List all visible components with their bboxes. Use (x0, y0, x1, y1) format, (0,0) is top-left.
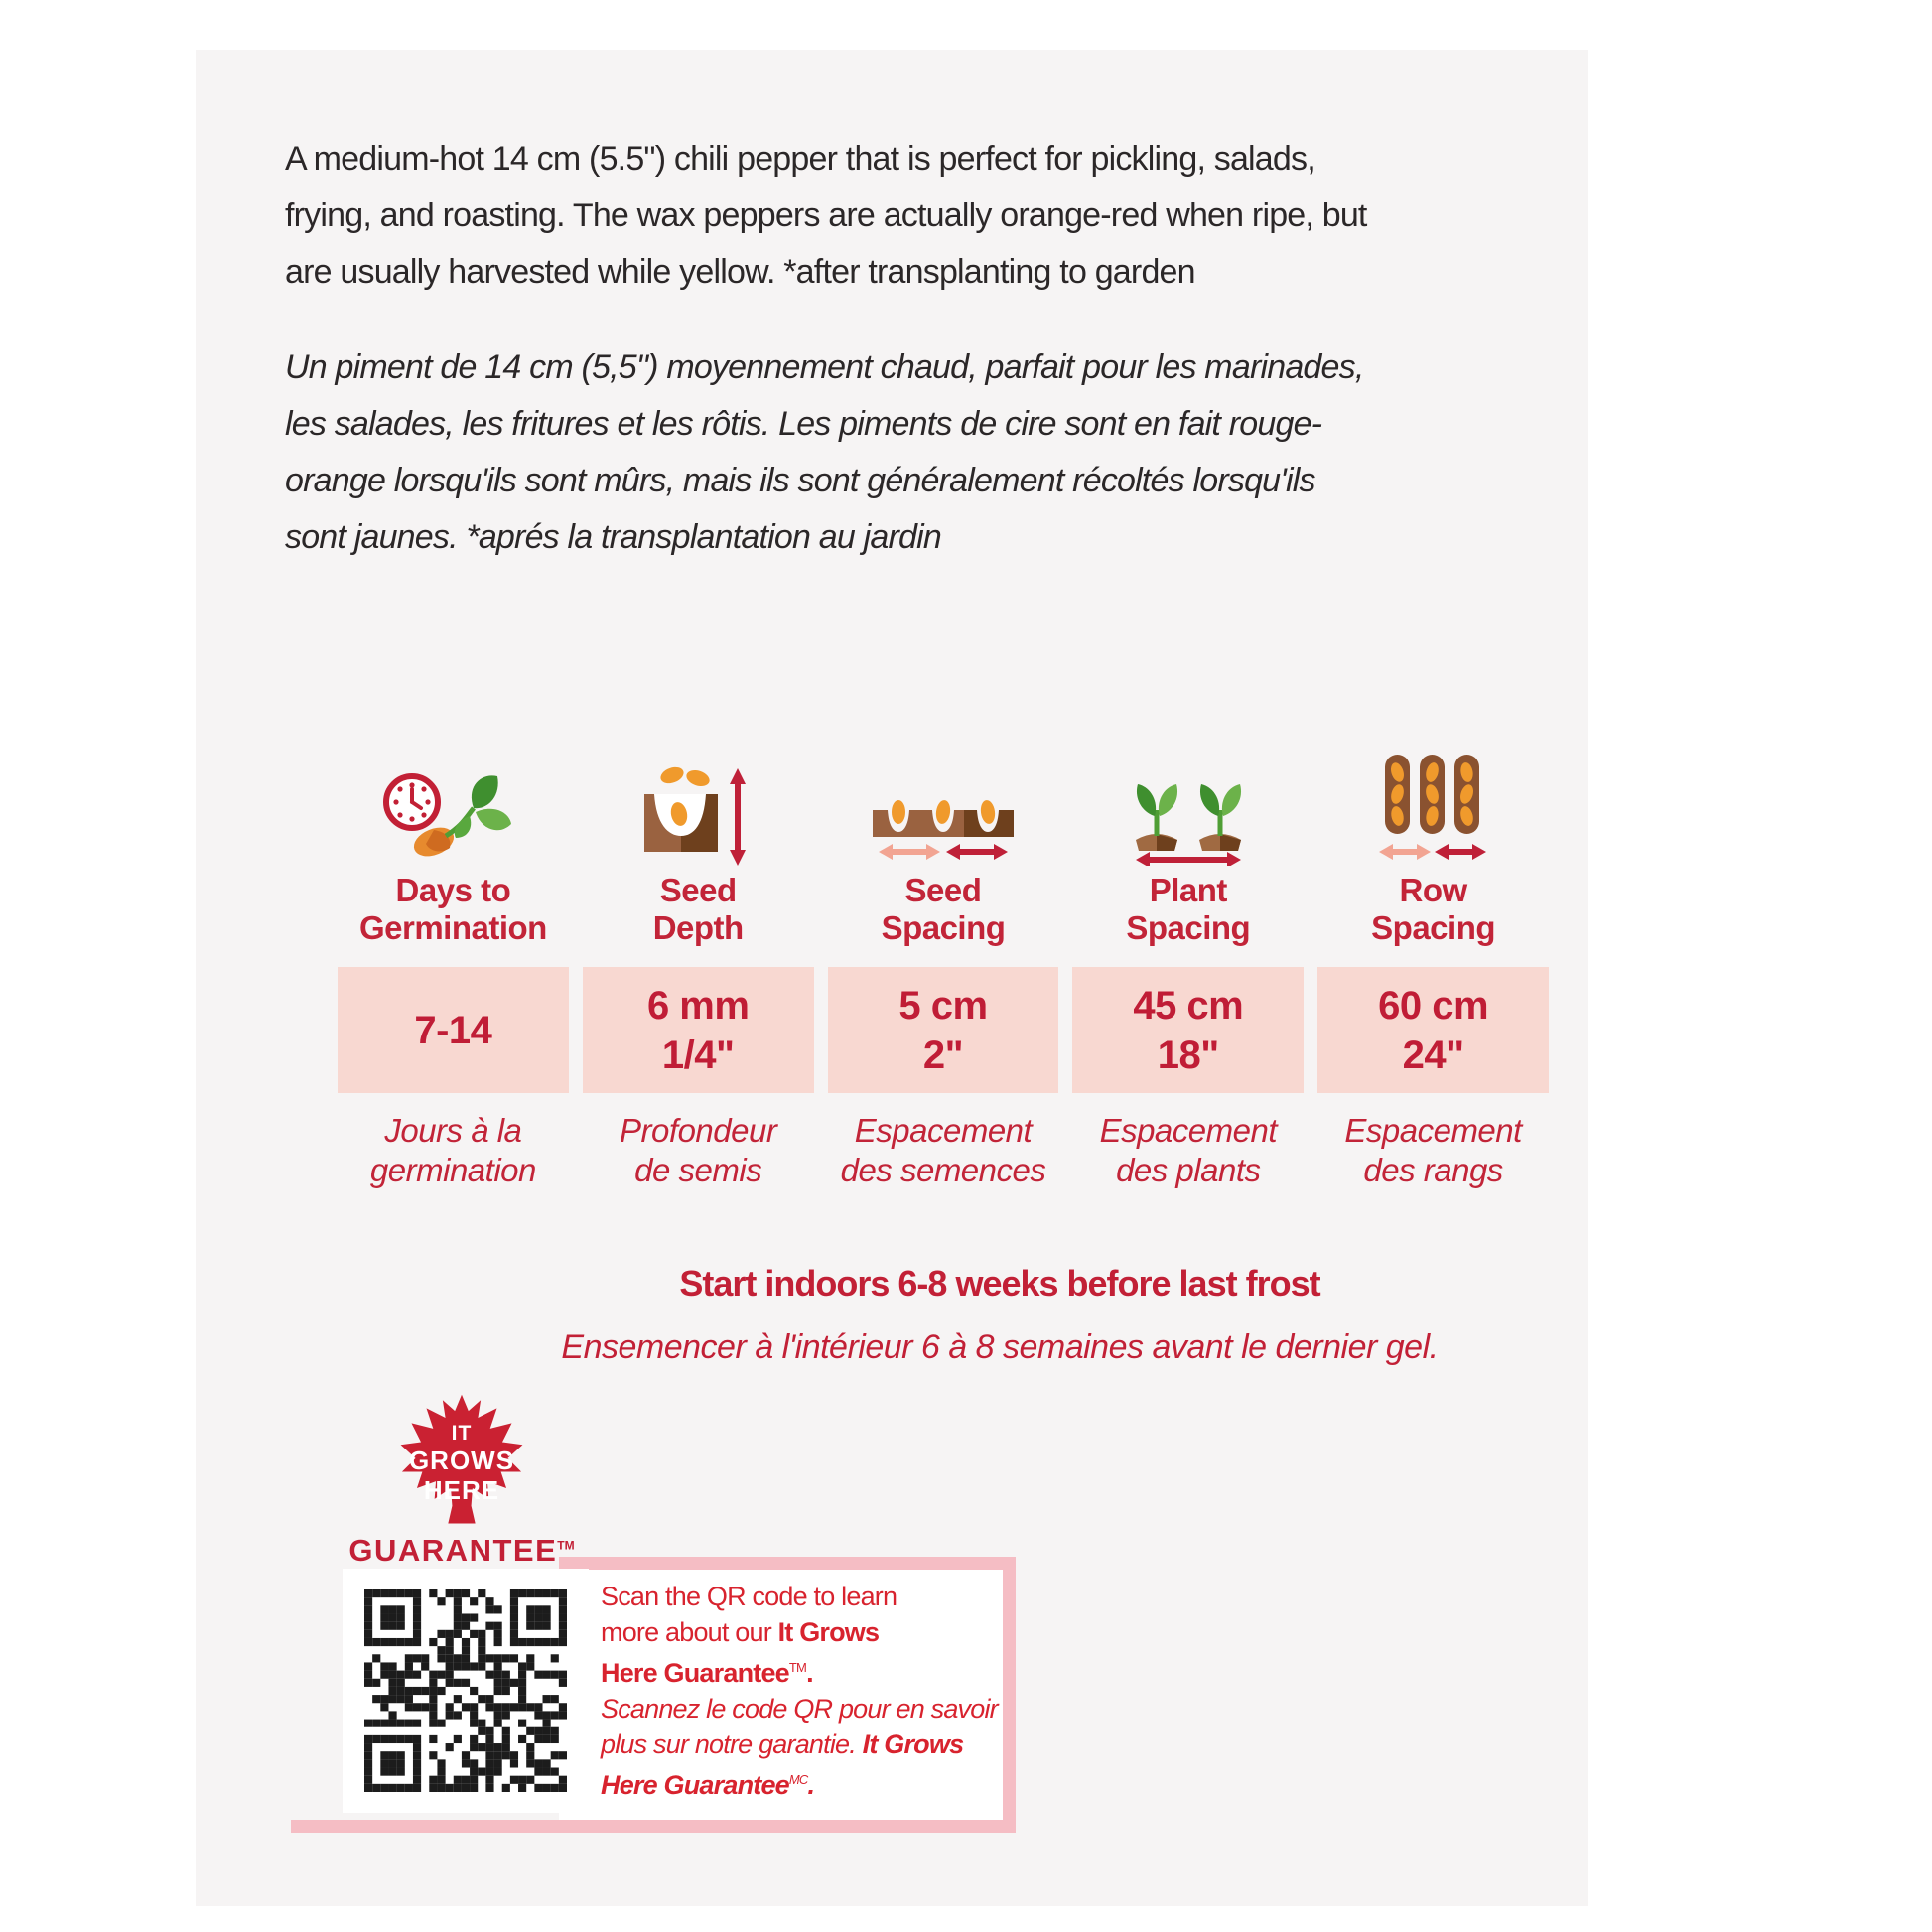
qr-note-line: Here Guarantee$^{MC}$. (601, 1770, 815, 1800)
info-label-fr: Espacement des plants (1099, 1112, 1277, 1188)
info-value-box: 5 cm 2" (828, 967, 1059, 1093)
description-english-line: frying, and roasting. The wax peppers are actually orange-red when ripe, but (285, 197, 1367, 234)
qr-code (364, 1589, 567, 1792)
qr-note-line: Here Guarantee™. (601, 1658, 813, 1688)
info-label-fr: Profondeur de semis (620, 1112, 777, 1188)
description-french-line: sont jaunes. *aprés la transplantation au jardin (285, 518, 941, 556)
description-french-line: les salades, les fritures et les rôtis. Les piments de cire sont en fait rouge- (285, 405, 1322, 443)
info-label-en: Seed Depth (652, 872, 744, 946)
info-value-box: 45 cm 18" (1072, 967, 1304, 1093)
info-column-plant-spacing (1072, 753, 1304, 1190)
description-english-line: A medium-hot 14 cm (5.5") chili pepper that is perfect for pickling, salads, (285, 140, 1315, 178)
description-english (285, 131, 1367, 301)
info-value-box: 6 mm 1/4" (583, 967, 814, 1093)
qr-note-line: plus sur notre garantie. It Grows (601, 1729, 964, 1759)
seed-depth-icon (583, 753, 814, 866)
plant-spacing-icon (1072, 753, 1304, 866)
description-english-line: are usually harvested while yellow. *after transplanting to garden (285, 253, 1195, 291)
germination-clock-sprout-icon (338, 753, 569, 866)
info-label-en: Plant Spacing (1126, 872, 1251, 946)
info-label-fr: Espacement des semences (840, 1112, 1046, 1188)
description-french-line: Un piment de 14 cm (5,5") moyennement chaud, parfait pour les marinades, (285, 348, 1364, 386)
info-column-days-to-germination (338, 753, 569, 1190)
info-label-fr: Jours à la germination (369, 1112, 536, 1188)
info-label-en: Seed Spacing (881, 872, 1006, 946)
sowing-note-english: Start indoors 6-8 weeks before last frost (679, 1263, 1320, 1304)
qr-note-line: Scannez le code QR pour en savoir (601, 1694, 998, 1724)
row-spacing-icon (1317, 753, 1549, 866)
qr-note-text (601, 1579, 1008, 1803)
seed-packet-back-panel (196, 50, 1588, 1906)
info-value-box: 60 cm 24" (1317, 967, 1549, 1093)
seed-spacing-icon (828, 753, 1059, 866)
leaf-logo-text: IT GROWS HERE (408, 1422, 515, 1505)
qr-note-frame-bottom-bar (291, 1820, 1016, 1833)
info-label-fr: Espacement des rangs (1344, 1112, 1522, 1188)
info-column-seed-depth (583, 753, 814, 1190)
planting-info-grid (338, 753, 1549, 1190)
qr-code-panel (343, 1569, 589, 1813)
info-label-en: Days to Germination (358, 872, 547, 946)
it-grows-here-guarantee-logo (370, 1392, 553, 1533)
qr-note-line: more about our It Grows (601, 1617, 880, 1647)
guarantee-wordmark: GUARANTEE™ (348, 1533, 575, 1568)
description-french-line: orange lorsqu'ils sont mûrs, mais ils sont généralement récoltés lorsqu'ils (285, 462, 1315, 499)
info-column-row-spacing (1317, 753, 1549, 1190)
info-column-seed-spacing (828, 753, 1059, 1190)
info-label-en: Row Spacing (1371, 872, 1496, 946)
sowing-note-french: Ensemencer à l'intérieur 6 à 8 semaines avant le dernier gel. (561, 1328, 1439, 1366)
info-value-box: 7-14 (338, 967, 569, 1093)
qr-note-line: Scan the QR code to learn (601, 1582, 897, 1611)
description-french (285, 340, 1364, 566)
